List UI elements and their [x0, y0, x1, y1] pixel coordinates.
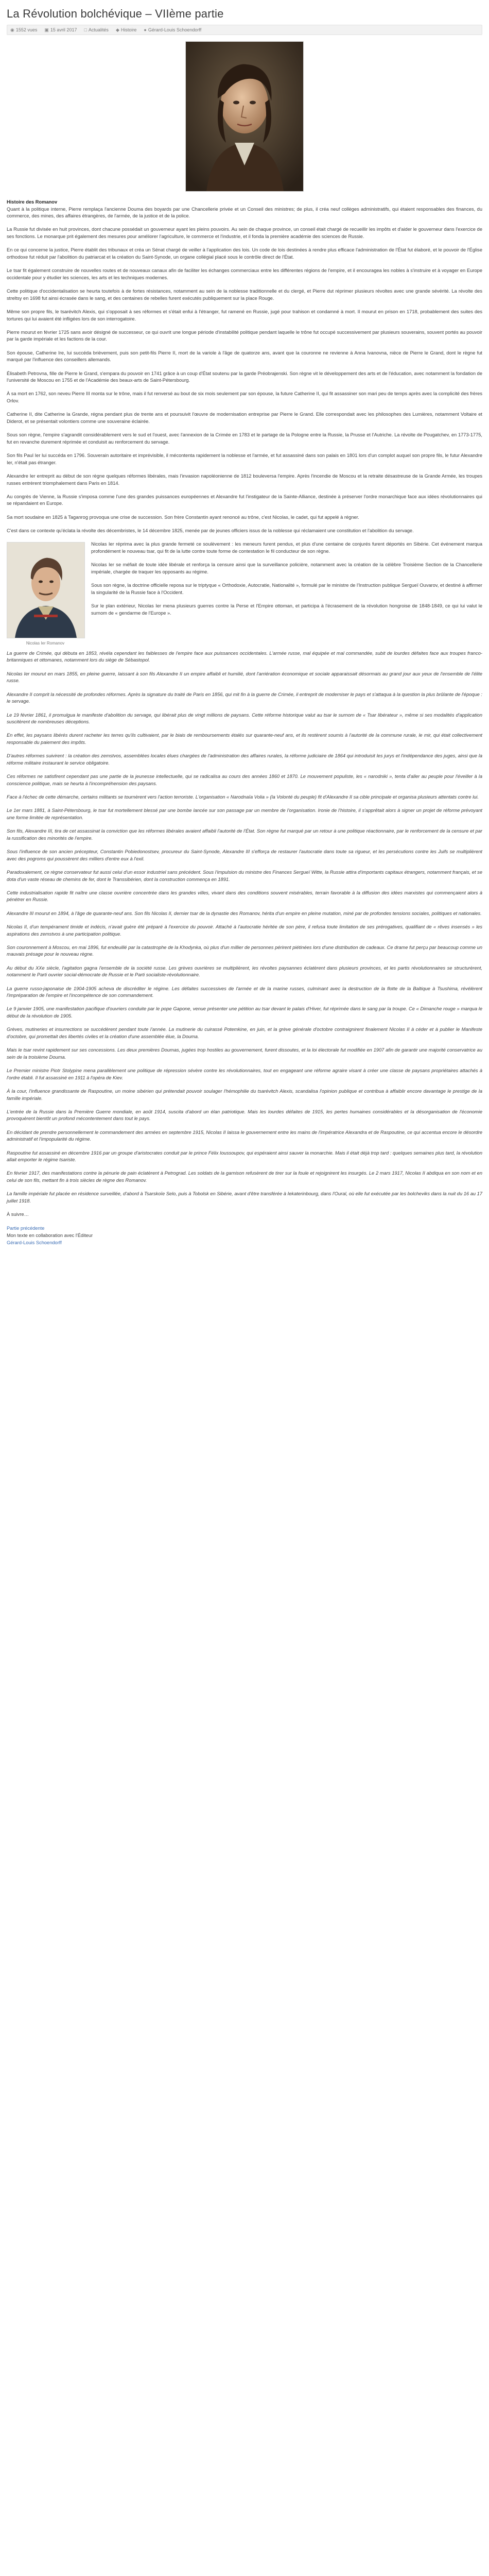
- source-label: Mon texte en collaboration avec l'Éditeur: [7, 1233, 93, 1239]
- eye-icon: ◉: [10, 27, 14, 32]
- paragraph: Ces réformes ne satisfirent cependant pas une partie de la jeunesse intellectuelle, qui se radicalisa au cours des années 1860 et 1870. Le mouvement populiste, les « narodniki », tenta d'aller au peuple pour l'éveiller à la conscience politique, mais se heurta à l'incompréhension des paysans.: [7, 774, 482, 786]
- meta-views: [10, 27, 37, 33]
- paragraph: Nicolas II, d'un tempérament timide et indécis, n'avait guère été préparé à l'exercice du pouvoir. Attaché à l'autocratie héritée de son père, il refusa toute limitation de ses prérogatives, qualifiant de « rêves insensés » les aspirations des zemstvos à une participation politique.: [7, 924, 482, 937]
- meta-category[interactable]: [84, 27, 108, 32]
- meta-category-text[interactable]: Actualités: [88, 27, 109, 32]
- article-footer: [7, 1225, 482, 1246]
- paragraph: Au début du XXe siècle, l'agitation gagna l'ensemble de la société russe. Les grèves ouvrières se multiplièrent, les révoltes paysannes éclatèrent dans plusieurs provinces, et les partis révolutionnaires se structurèrent, notamment le Parti ouvrier social-démocrate de Russie et le Parti socialiste-révolutionnaire.: [7, 965, 482, 978]
- paragraph: Le Premier ministre Piotr Stolypine mena parallèlement une politique de répression sévère contre les révolutionnaires, tout en engageant une réforme agraire visant à créer une classe de paysans propriétaires attachés à l'ordre établi. Il fut assassiné en 1911 à l'opéra de Kiev.: [7, 1068, 482, 1080]
- paragraph: Le tsar fit également construire de nouvelles routes et de nouveaux canaux afin de faciliter les échanges commerciaux entre les différentes régions de l'empire, et il encouragea les nobles à s'instruire et à voyager en Europe occidentale pour y étudier les sciences, les arts et les techniques modernes.: [7, 268, 482, 280]
- article-page: [0, 0, 489, 1246]
- paragraph: D'autres réformes suivirent : la création des zemstvos, assemblées locales élues chargées de l'administration des affaires rurales, la réforme judiciaire de 1864 qui introduisit les jurys et l'indépendance des juges, ainsi que la réforme militaire instaurant le service obligatoire.: [7, 753, 482, 766]
- paragraph: En ce qui concerne la justice, Pierre établit des tribunaux et créa un Sénat chargé de veiller à l'application des lois. Un code de lois destinées à rendre plus efficace l'administration de l'État fut élaboré, et le pouvoir de l'Église orthodoxe fut réduit par l'abolition du patriarcat et la création du Saint-Synode, un organe collégial placé sous le contrôle direct de l'État.: [7, 247, 482, 260]
- meta-tag-text[interactable]: Histoire: [120, 27, 137, 32]
- paragraph: La famille impériale fut placée en résidence surveillée, d'abord à Tsarskoïe Selo, puis à Tobolsk en Sibérie, avant d'être transférée à Iekaterinbourg, dans l'Oural, où elle fut exécutée par les bolcheviks dans la nuit du 16 au 17 juillet 1918.: [7, 1191, 482, 1204]
- meta-date-text: 15 avril 2017: [50, 27, 77, 32]
- paragraph: Sous son règne, l'empire s'agrandit considérablement vers le sud et l'ouest, avec l'annexion de la Crimée en 1783 et le partage de la Pologne entre la Russie, la Prusse et l'Autriche. La révolte de Pougatchev, en 1773-1775, fut en revanche durement réprimée et conduisit au renforcement du servage.: [7, 432, 482, 445]
- paragraph: Nicolas Ier se méfiait de toute idée libérale et renforça la censure ainsi que la surveillance policière, notamment avec la création de la célèbre Troisième Section de la Chancellerie impériale, chargée de traquer les opposants au régime.: [91, 562, 482, 574]
- paragraph: Sa mort soudaine en 1825 à Taganrog provoqua une crise de succession. Son frère Constantin ayant renoncé au trône, c'est Nicolas, le cadet, qui fut appelé à régner.: [7, 514, 359, 520]
- paragraph: À sa mort en 1762, son neveu Pierre III monta sur le trône, mais il fut renversé au bout de six mois seulement par son épouse, la future Catherine II, qui fit assassiner son mari peu de temps après avec la complicité des frères Orlov.: [7, 391, 482, 404]
- paragraph: La guerre russo-japonaise de 1904-1905 acheva de discréditer le régime. Les défaites successives de l'armée et de la marine russes, culminant avec la destruction de la flotte de la Baltique à Tsushima, révélèrent l'impréparation de l'empire et l'incompétence de son commandement.: [7, 986, 482, 998]
- paragraph: L'entrée de la Russie dans la Première Guerre mondiale, en août 1914, suscita d'abord un élan patriotique. Mais les lourdes défaites de 1915, les pertes humaines considérables et la désorganisation de l'économie provoquèrent bientôt un profond mécontentement dans tout le pays.: [7, 1109, 482, 1122]
- side-portrait-image: [7, 542, 85, 638]
- paragraph: Cette industrialisation rapide fit naître une classe ouvrière concentrée dans les grandes villes, vivant dans des conditions souvent misérables, terrain favorable à la diffusion des idées marxistes qui commençaient alors à pénétrer en Russie.: [7, 890, 482, 903]
- portrait-image: [185, 41, 304, 192]
- paragraph: Nicolas Ier mourut en mars 1855, en pleine guerre, laissant à son fils Alexandre II un empire affaibli et humilié, dont l'arriération économique et sociale apparaissait désormais au grand jour aux yeux de l'ensemble de l'élite russe.: [7, 671, 482, 684]
- paragraph: En février 1917, des manifestations contre la pénurie de pain éclatèrent à Petrograd. Les soldats de la garnison refusèrent de tirer sur la foule et rejoignirent les insurgés. Le 2 mars 1917, Nicolas II abdiqua en son nom et en celui de son fils, mettant fin à trois siècles de règne des Romanov.: [7, 1171, 482, 1183]
- paragraphs-block-c: [7, 650, 482, 1205]
- author-link[interactable]: Gérard-Louis Schoendorff: [7, 1240, 62, 1246]
- paragraph: Son fils Paul Ier lui succéda en 1796. Souverain autoritaire et imprévisible, il mécontenta rapidement la noblesse et l'armée, et fut assassiné dans son palais en 1801 lors d'un complot auquel son propre fils, le futur Alexandre Ier, n'était pas étranger.: [7, 453, 482, 465]
- paragraphs-block-a: [7, 206, 482, 535]
- paragraph: Sous son règne, la doctrine officielle reposa sur le triptyque « Orthodoxie, Autocratie, Nationalité », formulé par le ministre de l'Instruction publique Sergueï Ouvarov, et destiné à affirmer la singularité de la Russie face à l'Occident.: [91, 583, 482, 595]
- paragraph: La Russie fut divisée en huit provinces, dont chacune possédait un gouverneur ayant les pleins pouvoirs. Au sein de chaque province, un conseil était chargé de recueillir les impôts et d'aider le gouverneur dans l'exercice de ses fonctions. Le monarque prit également des mesures pour améliorer l'agriculture, le commerce et l'industrie, et il fonda la première académie des sciences de Russie.: [7, 227, 482, 240]
- paragraph: Sur le plan extérieur, Nicolas Ier mena plusieurs guerres contre la Perse et l'Empire ottoman, et participa à l'écrasement de la révolution hongroise de 1848-1849, ce qui lui valut le surnom de « gendarme de l'Europe ».: [91, 603, 482, 616]
- paragraph: Son épouse, Catherine Ire, lui succéda brièvement, puis son petit-fils Pierre II, mort de la variole à l'âge de quatorze ans, avant que la couronne ne revienne à Anna Ivanovna, nièce de Pierre le Grand, dont le règne fut marqué par l'influence des conseillers allemands.: [7, 350, 482, 363]
- paragraph: Alexandre III mourut en 1894, à l'âge de quarante-neuf ans. Son fils Nicolas II, dernier tsar de la dynastie des Romanov, hérita d'un empire en pleine mutation, miné par de profondes tensions sociales, politiques et nationales.: [7, 910, 482, 916]
- paragraph: Le 1er mars 1881, à Saint-Pétersbourg, le tsar fut mortellement blessé par une bombe lancée sur son passage par un membre de l'organisation. Ironie de l'histoire, il s'apprêtait alors à signer un projet de réforme prévoyant une forme limitée de représentation.: [7, 808, 482, 820]
- paragraph: C'est dans ce contexte qu'éclata la révolte des décembristes, le 14 décembre 1825, menée par de jeunes officiers issus de la noblesse qui réclamaient une constitution et l'abolition du servage.: [7, 528, 414, 533]
- paragraph: Mais le tsar revint rapidement sur ses concessions. Les deux premières Doumas, jugées trop hostiles au gouvernement, furent dissoutes, et la loi électorale fut modifiée en 1907 afin de garantir une majorité conservatrice au sein de la troisième Douma.: [7, 1047, 482, 1060]
- paragraph: Face à l'échec de cette démarche, certains militants se tournèrent vers l'action terroriste. L'organisation « Narodnaïa Volia » (la Volonté du peuple) fit d'Alexandre II sa cible principale et organisa plusieurs attentats contre lui.: [7, 794, 479, 800]
- paragraph: Catherine II, dite Catherine la Grande, régna pendant plus de trente ans et poursuivit l'œuvre de modernisation entreprise par Pierre le Grand. Elle correspondait avec les philosophes des Lumières, notamment Voltaire et Diderot, et se présentait volontiers comme une souveraine éclairée.: [7, 412, 482, 424]
- paragraph: Grèves, mutineries et insurrections se succédèrent pendant toute l'année. La mutinerie du cuirassé Potemkine, en juin, et la grève générale d'octobre contraignirent finalement Nicolas II à céder et à publier le Manifeste d'octobre, qui promettait des libertés civiles et la création d'une assemblée élue, la Douma.: [7, 1027, 482, 1039]
- calendar-icon: ▣: [44, 27, 49, 32]
- paragraph: Élisabeth Petrovna, fille de Pierre le Grand, s'empara du pouvoir en 1741 grâce à un coup d'État soutenu par la garde Préobrajenski. Son règne vit le développement des arts et de l'éducation, avec notamment la fondation de l'université de Moscou en 1755 et de l'Académie des beaux-arts de Saint-Pétersbourg.: [7, 370, 482, 383]
- article-meta-bar: [7, 25, 482, 35]
- paragraph: Le 9 janvier 1905, une manifestation pacifique d'ouvriers conduite par le pope Gapone, venue présenter une pétition au tsar devant le palais d'Hiver, fut réprimée dans le sang par la troupe. Ce « Dimanche rouge » marqua le début de la révolution de 1905.: [7, 1006, 482, 1019]
- paragraph: La guerre de Crimée, qui débuta en 1853, révéla cependant les faiblesses de l'empire face aux puissances occidentales. L'armée russe, mal équipée et mal commandée, subit de lourdes défaites face aux troupes franco-britanniques et ottomanes, notamment lors du siège de Sébastopol.: [7, 650, 482, 663]
- paragraph: En décidant de prendre personnellement le commandement des armées en septembre 1915, Nicolas II laissa le gouvernement entre les mains de l'impératrice Alexandra et de Raspoutine, ce qui accentua encore le désordre administratif et l'impopularité du régime.: [7, 1129, 482, 1142]
- paragraph: Alexandre Ier entreprit au début de son règne quelques réformes libérales, mais l'invasion napoléonienne de 1812 bouleversa l'empire. Après l'incendie de Moscou et la retraite désastreuse de la Grande Armée, les troupes russes entrèrent triomphalement dans Paris en 1814.: [7, 473, 482, 486]
- paragraph: Alexandre II comprit la nécessité de profondes réformes. Après la signature du traité de Paris en 1856, qui mit fin à la guerre de Crimée, il entreprit de moderniser le pays et s'attaqua à la question la plus brûlante de l'époque : le servage.: [7, 691, 482, 704]
- article-body: [7, 199, 482, 1246]
- paragraph: À la cour, l'influence grandissante de Raspoutine, un moine sibérien qui prétendait pouvoir soulager l'hémophilie du tsarévitch Alexis, scandalisa l'opinion publique et contribua à affaiblir encore davantage le prestige de la famille impériale.: [7, 1088, 482, 1101]
- paragraph: Raspoutine fut assassiné en décembre 1916 par un groupe d'aristocrates conduit par le prince Félix Ioussoupov, qui espéraient ainsi sauver la monarchie. Mais il était déjà trop tard : quelques semaines plus tard, la révolution allait emporter le régime tsariste.: [7, 1150, 482, 1163]
- paragraph: Même son propre fils, le tsarévitch Alexis, qui s'opposait à ses réformes et s'était enfui à l'étranger, fut ramené en Russie, jugé pour trahison et condamné à mort. Il mourut en prison en 1718, probablement des suites des tortures qui lui avaient été infligées lors de son interrogatoire.: [7, 309, 482, 321]
- paragraph: Au congrès de Vienne, la Russie s'imposa comme l'une des grandes puissances européennes et Alexandre fut l'instigateur de la Sainte-Alliance, destinée à préserver l'ordre monarchique face aux idées révolutionnaires qui se répandaient en Europe.: [7, 494, 482, 506]
- paragraph: Le 19 février 1861, il promulgua le manifeste d'abolition du servage, qui libérait plus de vingt millions de paysans. Cette réforme historique valut au tsar le surnom de « Tsar libérateur », même si ses modalités d'application suscitèrent de nombreuses déceptions.: [7, 712, 482, 725]
- meta-views-text: 1552 vues: [15, 27, 38, 32]
- paragraph: Son couronnement à Moscou, en mai 1896, fut endeuillé par la catastrophe de la Khodynka, où plus d'un millier de personnes périrent piétinées lors d'une distribution de cadeaux. Ce drame fut perçu par beaucoup comme un mauvais présage pour le nouveau règne.: [7, 944, 482, 957]
- meta-author-text[interactable]: Gérard-Louis Schoendorff: [148, 27, 202, 32]
- article-title: La Révolution bolchévique – VIIème partie: [7, 7, 224, 20]
- paragraph: Sous l'influence de son ancien précepteur, Constantin Pobiedonostsev, procureur du Saint-Synode, Alexandre III s'efforça de restaurer l'autocratie dans toute sa rigueur, et les persécutions contre les Juifs se multiplièrent avec des pogroms qui poussèrent des milliers d'entre eux à l'exil.: [7, 849, 482, 861]
- paragraph: Son fils, Alexandre III, tira de cet assassinat la conviction que les réformes libérales avaient affaibli l'autorité de l'État. Son règne fut marqué par un retour à une politique réactionnaire, par le renforcement de la censure et par la russification des minorités de l'empire.: [7, 828, 482, 841]
- paragraph: Pierre mourut en février 1725 sans avoir désigné de successeur, ce qui ouvrit une longue période d'instabilité politique pendant laquelle le trône fut occupé successivement par plusieurs souverains, souvent portés au pouvoir par la garde impériale et les factions de la cour.: [7, 329, 482, 342]
- side-portrait-caption: Nicolas Ier Romanov: [26, 641, 65, 646]
- paragraph: Nicolas Ier réprima avec la plus grande fermeté ce soulèvement : les meneurs furent pendus, et plus d'une centaine de conjurés furent déportés en Sibérie. Cet événement marqua profondément le nouveau tsar, qui fit de la lutte contre toute forme de contestation le fil conducteur de son règne.: [91, 541, 482, 554]
- meta-date: [44, 27, 77, 33]
- paragraph: Paradoxalement, ce règne conservateur fut aussi celui d'un essor industriel sans précédent. Sous l'impulsion du ministre des Finances Sergueï Witte, la Russie attira d'importants capitaux étrangers, notamment français, et se dota d'un vaste réseau de chemins de fer, dont le Transsibérien, dont la construction commença en 1891.: [7, 869, 482, 882]
- tag-icon: ◆: [115, 27, 119, 32]
- user-icon: ●: [144, 27, 147, 32]
- previous-part-link[interactable]: Partie précédente: [7, 1226, 45, 1231]
- closing-text: À suivre…: [7, 1212, 29, 1217]
- paragraph: Cette politique d'occidentalisation se heurta toutefois à de fortes résistances, notamment au sein de la noblesse traditionnelle et du clergé, et Pierre dut réprimer plusieurs révoltes avec une grande sévérité. La révolte des streltsy en 1698 fut ainsi écrasée dans le sang, et des centaines de rebelles furent exécutés publiquement sur la place Rouge.: [7, 289, 482, 301]
- paragraph: En effet, les paysans libérés durent racheter les terres qu'ils cultivaient, par le biais de remboursements étalés sur quarante-neuf ans, et ils restèrent soumis à l'autorité de la commune rurale, le mir, qui était collectivement responsable du paiement des impôts.: [7, 733, 482, 745]
- paragraph: Quant à la politique interne, Pierre remplaça l'ancienne Douma des boyards par une Chancellerie privée et un Conseil des ministres; de plus, il créa neuf collèges administratifs, qui étaient responsables des finances, du commerce, des mines, des affaires étrangères, de l'armée, de la justice et de la police.: [7, 206, 482, 219]
- side-portrait: [7, 542, 84, 647]
- meta-author[interactable]: [144, 27, 201, 32]
- meta-tag[interactable]: [116, 27, 136, 33]
- section-heading: Histoire des Romanov: [7, 199, 58, 205]
- folder-icon: □: [84, 27, 87, 32]
